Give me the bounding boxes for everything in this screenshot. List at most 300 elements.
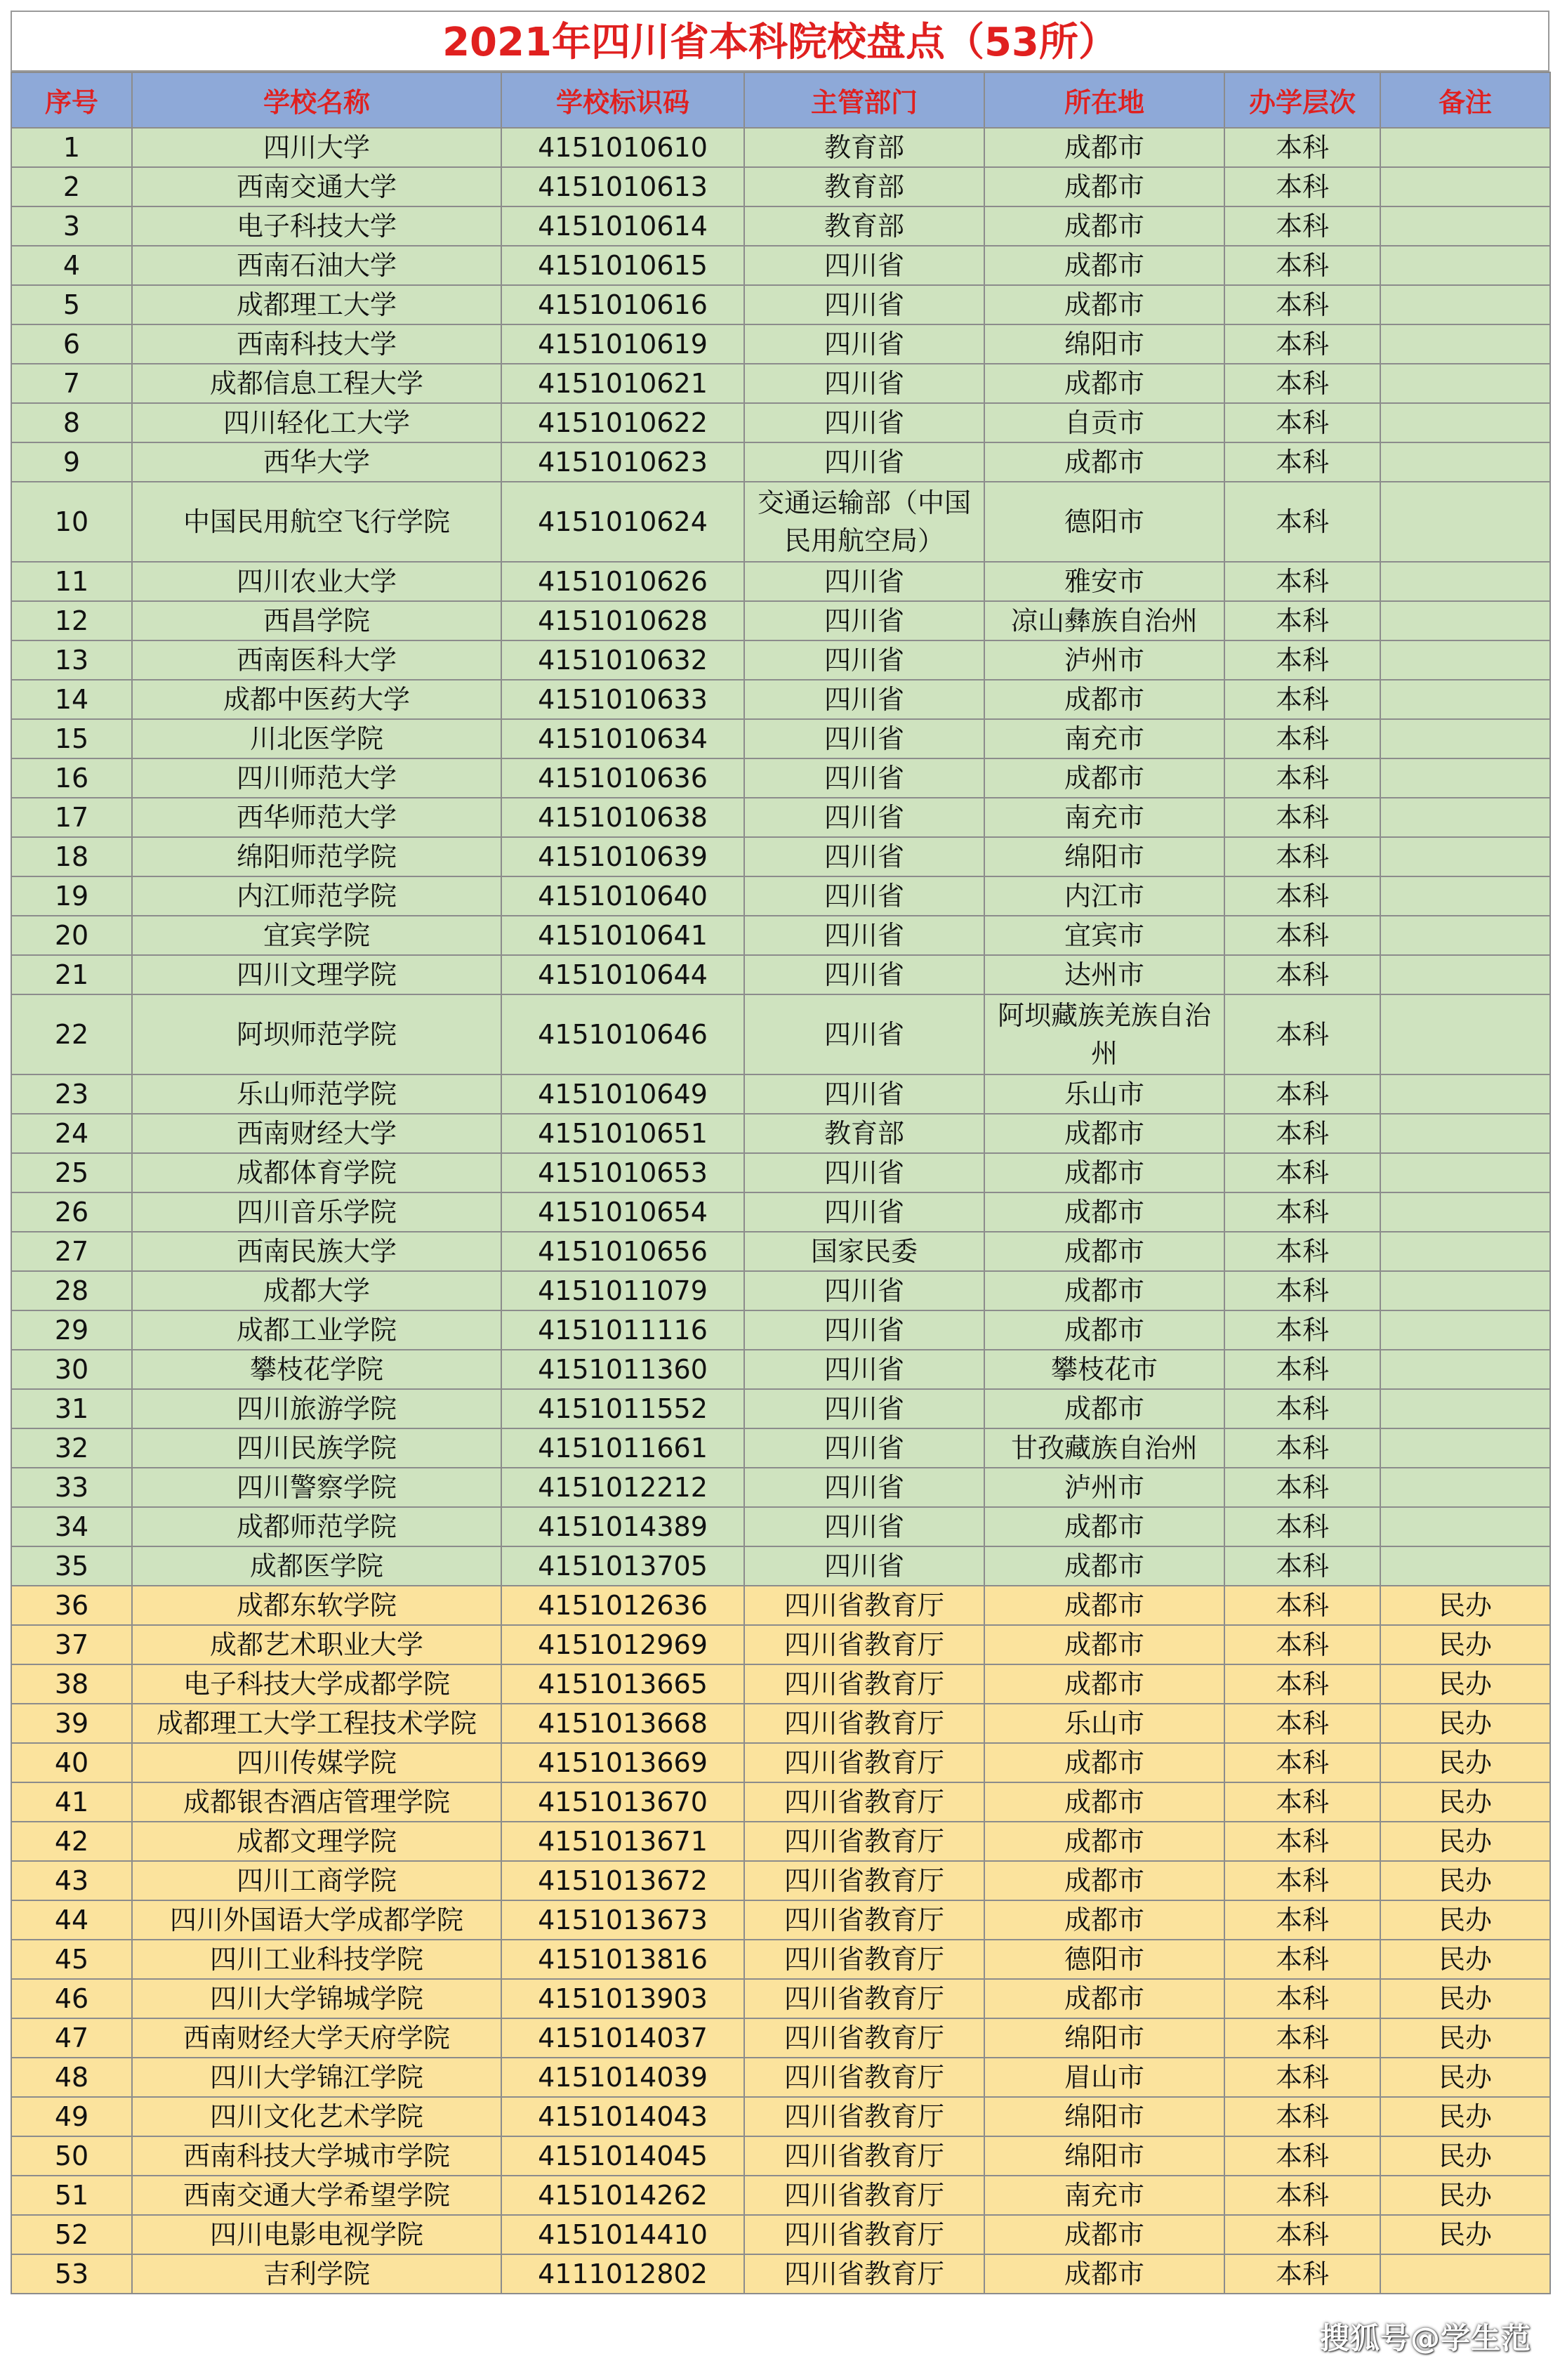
- cell-school-code[interactable]: 4151010626: [501, 562, 744, 601]
- cell-level[interactable]: 本科: [1224, 640, 1380, 680]
- cell-authority[interactable]: 四川省教育厅: [744, 2018, 984, 2058]
- cell-index[interactable]: 17: [11, 798, 132, 837]
- cell-authority[interactable]: 四川省教育厅: [744, 1822, 984, 1861]
- cell-index[interactable]: 16: [11, 758, 132, 798]
- cell-authority[interactable]: 教育部: [744, 128, 984, 167]
- cell-notes[interactable]: [1380, 167, 1550, 206]
- cell-notes[interactable]: 民办: [1380, 1625, 1550, 1664]
- cell-school-name[interactable]: 成都工业学院: [132, 1310, 501, 1350]
- cell-notes[interactable]: [1380, 994, 1550, 1074]
- cell-notes[interactable]: [1380, 1546, 1550, 1586]
- cell-location[interactable]: 攀枝花市: [984, 1350, 1224, 1389]
- cell-level[interactable]: 本科: [1224, 955, 1380, 994]
- cell-index[interactable]: 46: [11, 1979, 132, 2018]
- cell-notes[interactable]: [1380, 601, 1550, 640]
- cell-notes[interactable]: [1380, 1468, 1550, 1507]
- cell-index[interactable]: 22: [11, 994, 132, 1074]
- cell-authority[interactable]: 四川省: [744, 1507, 984, 1546]
- cell-school-code[interactable]: 4151010634: [501, 719, 744, 758]
- cell-index[interactable]: 6: [11, 324, 132, 364]
- cell-school-name[interactable]: 成都体育学院: [132, 1153, 501, 1192]
- cell-authority[interactable]: 四川省: [744, 1546, 984, 1586]
- cell-level[interactable]: 本科: [1224, 1114, 1380, 1153]
- cell-location[interactable]: 绵阳市: [984, 2018, 1224, 2058]
- cell-school-code[interactable]: 4151010651: [501, 1114, 744, 1153]
- cell-school-name[interactable]: 西南科技大学: [132, 324, 501, 364]
- cell-level[interactable]: 本科: [1224, 601, 1380, 640]
- cell-index[interactable]: 19: [11, 876, 132, 916]
- cell-location[interactable]: 成都市: [984, 442, 1224, 482]
- cell-school-name[interactable]: 四川文理学院: [132, 955, 501, 994]
- cell-level[interactable]: 本科: [1224, 1704, 1380, 1743]
- cell-index[interactable]: 53: [11, 2254, 132, 2294]
- cell-index[interactable]: 23: [11, 1074, 132, 1114]
- cell-level[interactable]: 本科: [1224, 1664, 1380, 1704]
- cell-notes[interactable]: 民办: [1380, 1940, 1550, 1979]
- cell-notes[interactable]: 民办: [1380, 1743, 1550, 1782]
- cell-level[interactable]: 本科: [1224, 1310, 1380, 1350]
- cell-index[interactable]: 26: [11, 1192, 132, 1232]
- cell-school-name[interactable]: 成都信息工程大学: [132, 364, 501, 403]
- cell-school-code[interactable]: 4151010610: [501, 128, 744, 167]
- cell-index[interactable]: 43: [11, 1861, 132, 1900]
- cell-level[interactable]: 本科: [1224, 1900, 1380, 1940]
- cell-location[interactable]: 成都市: [984, 1507, 1224, 1546]
- cell-location[interactable]: 成都市: [984, 285, 1224, 324]
- cell-authority[interactable]: 四川省: [744, 1271, 984, 1310]
- cell-school-code[interactable]: 4151010623: [501, 442, 744, 482]
- cell-authority[interactable]: 国家民委: [744, 1232, 984, 1271]
- cell-authority[interactable]: 四川省: [744, 1310, 984, 1350]
- cell-school-code[interactable]: 4151010638: [501, 798, 744, 837]
- cell-authority[interactable]: 四川省: [744, 1192, 984, 1232]
- cell-school-name[interactable]: 四川外国语大学成都学院: [132, 1900, 501, 1940]
- cell-level[interactable]: 本科: [1224, 1625, 1380, 1664]
- cell-school-code[interactable]: 4151011360: [501, 1350, 744, 1389]
- cell-school-code[interactable]: 4151012969: [501, 1625, 744, 1664]
- cell-notes[interactable]: [1380, 1428, 1550, 1468]
- cell-level[interactable]: 本科: [1224, 562, 1380, 601]
- cell-notes[interactable]: 民办: [1380, 1704, 1550, 1743]
- cell-school-code[interactable]: 4151010644: [501, 955, 744, 994]
- cell-authority[interactable]: 四川省: [744, 680, 984, 719]
- cell-school-name[interactable]: 四川师范大学: [132, 758, 501, 798]
- cell-location[interactable]: 成都市: [984, 128, 1224, 167]
- cell-school-code[interactable]: 4151011552: [501, 1389, 744, 1428]
- cell-school-name[interactable]: 四川文化艺术学院: [132, 2097, 501, 2136]
- cell-level[interactable]: 本科: [1224, 206, 1380, 246]
- cell-notes[interactable]: [1380, 246, 1550, 285]
- cell-level[interactable]: 本科: [1224, 482, 1380, 562]
- header-school-name[interactable]: 学校名称: [132, 72, 501, 128]
- cell-notes[interactable]: [1380, 1074, 1550, 1114]
- cell-index[interactable]: 49: [11, 2097, 132, 2136]
- cell-school-name[interactable]: 内江师范学院: [132, 876, 501, 916]
- cell-school-code[interactable]: 4151010653: [501, 1153, 744, 1192]
- cell-location[interactable]: 阿坝藏族羌族自治州: [984, 994, 1224, 1074]
- cell-notes[interactable]: [1380, 680, 1550, 719]
- cell-school-name[interactable]: 西南科技大学城市学院: [132, 2136, 501, 2176]
- cell-school-name[interactable]: 四川农业大学: [132, 562, 501, 601]
- cell-index[interactable]: 33: [11, 1468, 132, 1507]
- cell-authority[interactable]: 四川省: [744, 837, 984, 876]
- cell-level[interactable]: 本科: [1224, 2018, 1380, 2058]
- cell-authority[interactable]: 四川省: [744, 403, 984, 442]
- cell-level[interactable]: 本科: [1224, 324, 1380, 364]
- cell-school-name[interactable]: 西华大学: [132, 442, 501, 482]
- cell-notes[interactable]: [1380, 1389, 1550, 1428]
- cell-level[interactable]: 本科: [1224, 1782, 1380, 1822]
- cell-index[interactable]: 7: [11, 364, 132, 403]
- cell-authority[interactable]: 四川省: [744, 1350, 984, 1389]
- cell-index[interactable]: 28: [11, 1271, 132, 1310]
- cell-index[interactable]: 10: [11, 482, 132, 562]
- cell-location[interactable]: 绵阳市: [984, 324, 1224, 364]
- cell-location[interactable]: 德阳市: [984, 1940, 1224, 1979]
- cell-school-code[interactable]: 4151010622: [501, 403, 744, 442]
- cell-school-name[interactable]: 乐山师范学院: [132, 1074, 501, 1114]
- header-index[interactable]: 序号: [11, 72, 132, 128]
- cell-authority[interactable]: 四川省: [744, 916, 984, 955]
- cell-notes[interactable]: [1380, 285, 1550, 324]
- cell-authority[interactable]: 四川省: [744, 364, 984, 403]
- cell-index[interactable]: 13: [11, 640, 132, 680]
- cell-level[interactable]: 本科: [1224, 246, 1380, 285]
- cell-location[interactable]: 南充市: [984, 719, 1224, 758]
- cell-notes[interactable]: [1380, 837, 1550, 876]
- cell-authority[interactable]: 四川省教育厅: [744, 2215, 984, 2254]
- cell-index[interactable]: 47: [11, 2018, 132, 2058]
- cell-authority[interactable]: 四川省: [744, 798, 984, 837]
- cell-index[interactable]: 20: [11, 916, 132, 955]
- cell-school-code[interactable]: 4151013669: [501, 1743, 744, 1782]
- cell-location[interactable]: 成都市: [984, 1900, 1224, 1940]
- cell-location[interactable]: 眉山市: [984, 2058, 1224, 2097]
- cell-school-name[interactable]: 阿坝师范学院: [132, 994, 501, 1074]
- cell-school-name[interactable]: 成都中医药大学: [132, 680, 501, 719]
- cell-level[interactable]: 本科: [1224, 837, 1380, 876]
- cell-school-code[interactable]: 4151012212: [501, 1468, 744, 1507]
- cell-index[interactable]: 8: [11, 403, 132, 442]
- cell-location[interactable]: 成都市: [984, 1664, 1224, 1704]
- cell-authority[interactable]: 四川省教育厅: [744, 1625, 984, 1664]
- cell-index[interactable]: 37: [11, 1625, 132, 1664]
- cell-school-name[interactable]: 四川大学: [132, 128, 501, 167]
- cell-school-name[interactable]: 成都文理学院: [132, 1822, 501, 1861]
- cell-school-name[interactable]: 四川电影电视学院: [132, 2215, 501, 2254]
- cell-notes[interactable]: [1380, 1350, 1550, 1389]
- cell-index[interactable]: 48: [11, 2058, 132, 2097]
- cell-location[interactable]: 南充市: [984, 798, 1224, 837]
- cell-school-name[interactable]: 中国民用航空飞行学院: [132, 482, 501, 562]
- cell-location[interactable]: 成都市: [984, 758, 1224, 798]
- cell-school-code[interactable]: 4151014389: [501, 1507, 744, 1546]
- cell-authority[interactable]: 四川省: [744, 562, 984, 601]
- cell-school-name[interactable]: 川北医学院: [132, 719, 501, 758]
- cell-authority[interactable]: 交通运输部（中国民用航空局）: [744, 482, 984, 562]
- cell-level[interactable]: 本科: [1224, 1350, 1380, 1389]
- cell-school-name[interactable]: 吉利学院: [132, 2254, 501, 2294]
- cell-location[interactable]: 泸州市: [984, 640, 1224, 680]
- cell-level[interactable]: 本科: [1224, 798, 1380, 837]
- cell-authority[interactable]: 四川省教育厅: [744, 2136, 984, 2176]
- cell-notes[interactable]: [1380, 2254, 1550, 2294]
- cell-authority[interactable]: 教育部: [744, 1114, 984, 1153]
- cell-level[interactable]: 本科: [1224, 1546, 1380, 1586]
- cell-location[interactable]: 成都市: [984, 1232, 1224, 1271]
- cell-location[interactable]: 泸州市: [984, 1468, 1224, 1507]
- cell-location[interactable]: 成都市: [984, 1192, 1224, 1232]
- cell-notes[interactable]: 民办: [1380, 1782, 1550, 1822]
- cell-level[interactable]: 本科: [1224, 442, 1380, 482]
- cell-index[interactable]: 9: [11, 442, 132, 482]
- cell-school-name[interactable]: 西南医科大学: [132, 640, 501, 680]
- cell-school-name[interactable]: 西南石油大学: [132, 246, 501, 285]
- cell-school-name[interactable]: 宜宾学院: [132, 916, 501, 955]
- cell-level[interactable]: 本科: [1224, 2176, 1380, 2215]
- cell-notes[interactable]: [1380, 403, 1550, 442]
- cell-level[interactable]: 本科: [1224, 1271, 1380, 1310]
- cell-location[interactable]: 成都市: [984, 1586, 1224, 1625]
- cell-school-code[interactable]: 4151010646: [501, 994, 744, 1074]
- cell-index[interactable]: 31: [11, 1389, 132, 1428]
- cell-notes[interactable]: [1380, 442, 1550, 482]
- cell-school-name[interactable]: 西南财经大学: [132, 1114, 501, 1153]
- cell-location[interactable]: 绵阳市: [984, 837, 1224, 876]
- cell-school-name[interactable]: 成都理工大学: [132, 285, 501, 324]
- cell-school-code[interactable]: 4151014045: [501, 2136, 744, 2176]
- cell-location[interactable]: 绵阳市: [984, 2097, 1224, 2136]
- cell-school-code[interactable]: 4151011079: [501, 1271, 744, 1310]
- cell-authority[interactable]: 四川省: [744, 955, 984, 994]
- header-authority[interactable]: 主管部门: [744, 72, 984, 128]
- cell-school-code[interactable]: 4151013668: [501, 1704, 744, 1743]
- cell-level[interactable]: 本科: [1224, 1428, 1380, 1468]
- cell-authority[interactable]: 四川省教育厅: [744, 1861, 984, 1900]
- cell-authority[interactable]: 四川省教育厅: [744, 2058, 984, 2097]
- cell-notes[interactable]: 民办: [1380, 1979, 1550, 2018]
- cell-location[interactable]: 达州市: [984, 955, 1224, 994]
- cell-location[interactable]: 南充市: [984, 2176, 1224, 2215]
- cell-location[interactable]: 绵阳市: [984, 2136, 1224, 2176]
- cell-level[interactable]: 本科: [1224, 758, 1380, 798]
- cell-school-code[interactable]: 4151014410: [501, 2215, 744, 2254]
- cell-level[interactable]: 本科: [1224, 167, 1380, 206]
- cell-level[interactable]: 本科: [1224, 1468, 1380, 1507]
- cell-notes[interactable]: 民办: [1380, 1861, 1550, 1900]
- cell-level[interactable]: 本科: [1224, 285, 1380, 324]
- cell-school-code[interactable]: 4151010633: [501, 680, 744, 719]
- cell-notes[interactable]: [1380, 719, 1550, 758]
- cell-school-code[interactable]: 4151010641: [501, 916, 744, 955]
- cell-notes[interactable]: [1380, 758, 1550, 798]
- cell-authority[interactable]: 四川省: [744, 640, 984, 680]
- cell-level[interactable]: 本科: [1224, 1940, 1380, 1979]
- cell-school-code[interactable]: 4111012802: [501, 2254, 744, 2294]
- cell-authority[interactable]: 四川省: [744, 876, 984, 916]
- cell-authority[interactable]: 四川省: [744, 601, 984, 640]
- cell-level[interactable]: 本科: [1224, 2136, 1380, 2176]
- cell-authority[interactable]: 四川省教育厅: [744, 1586, 984, 1625]
- cell-location[interactable]: 甘孜藏族自治州: [984, 1428, 1224, 1468]
- cell-location[interactable]: 成都市: [984, 1271, 1224, 1310]
- cell-notes[interactable]: [1380, 1310, 1550, 1350]
- cell-school-name[interactable]: 西昌学院: [132, 601, 501, 640]
- cell-index[interactable]: 40: [11, 1743, 132, 1782]
- cell-school-name[interactable]: 四川民族学院: [132, 1428, 501, 1468]
- cell-notes[interactable]: [1380, 955, 1550, 994]
- cell-location[interactable]: 成都市: [984, 680, 1224, 719]
- cell-index[interactable]: 35: [11, 1546, 132, 1586]
- cell-school-name[interactable]: 电子科技大学: [132, 206, 501, 246]
- cell-school-code[interactable]: 4151013671: [501, 1822, 744, 1861]
- cell-level[interactable]: 本科: [1224, 2058, 1380, 2097]
- cell-location[interactable]: 成都市: [984, 1153, 1224, 1192]
- cell-school-code[interactable]: 4151013903: [501, 1979, 744, 2018]
- cell-notes[interactable]: 民办: [1380, 2136, 1550, 2176]
- cell-location[interactable]: 成都市: [984, 2254, 1224, 2294]
- cell-school-name[interactable]: 西南交通大学希望学院: [132, 2176, 501, 2215]
- cell-school-name[interactable]: 成都师范学院: [132, 1507, 501, 1546]
- cell-authority[interactable]: 四川省教育厅: [744, 2097, 984, 2136]
- cell-authority[interactable]: 四川省: [744, 994, 984, 1074]
- cell-notes[interactable]: [1380, 324, 1550, 364]
- cell-school-code[interactable]: 4151010632: [501, 640, 744, 680]
- cell-notes[interactable]: [1380, 364, 1550, 403]
- cell-location[interactable]: 成都市: [984, 1310, 1224, 1350]
- cell-school-code[interactable]: 4151012636: [501, 1586, 744, 1625]
- cell-location[interactable]: 自贡市: [984, 403, 1224, 442]
- cell-level[interactable]: 本科: [1224, 403, 1380, 442]
- cell-notes[interactable]: [1380, 1232, 1550, 1271]
- cell-index[interactable]: 24: [11, 1114, 132, 1153]
- cell-school-code[interactable]: 4151010628: [501, 601, 744, 640]
- cell-school-code[interactable]: 4151014037: [501, 2018, 744, 2058]
- cell-notes[interactable]: [1380, 1114, 1550, 1153]
- cell-notes[interactable]: 民办: [1380, 1586, 1550, 1625]
- cell-location[interactable]: 雅安市: [984, 562, 1224, 601]
- cell-school-code[interactable]: 4151014262: [501, 2176, 744, 2215]
- cell-authority[interactable]: 四川省: [744, 1468, 984, 1507]
- cell-school-name[interactable]: 成都大学: [132, 1271, 501, 1310]
- cell-school-name[interactable]: 四川传媒学院: [132, 1743, 501, 1782]
- cell-location[interactable]: 乐山市: [984, 1704, 1224, 1743]
- cell-school-code[interactable]: 4151010639: [501, 837, 744, 876]
- cell-index[interactable]: 50: [11, 2136, 132, 2176]
- cell-authority[interactable]: 四川省教育厅: [744, 1979, 984, 2018]
- cell-notes[interactable]: 民办: [1380, 2097, 1550, 2136]
- cell-location[interactable]: 成都市: [984, 364, 1224, 403]
- cell-authority[interactable]: 四川省: [744, 758, 984, 798]
- cell-location[interactable]: 成都市: [984, 1114, 1224, 1153]
- cell-level[interactable]: 本科: [1224, 2097, 1380, 2136]
- cell-index[interactable]: 51: [11, 2176, 132, 2215]
- cell-school-name[interactable]: 成都银杏酒店管理学院: [132, 1782, 501, 1822]
- cell-index[interactable]: 45: [11, 1940, 132, 1979]
- cell-school-code[interactable]: 4151011661: [501, 1428, 744, 1468]
- cell-index[interactable]: 36: [11, 1586, 132, 1625]
- cell-notes[interactable]: [1380, 1507, 1550, 1546]
- cell-location[interactable]: 成都市: [984, 167, 1224, 206]
- cell-level[interactable]: 本科: [1224, 680, 1380, 719]
- header-location[interactable]: 所在地: [984, 72, 1224, 128]
- cell-level[interactable]: 本科: [1224, 876, 1380, 916]
- cell-index[interactable]: 34: [11, 1507, 132, 1546]
- cell-level[interactable]: 本科: [1224, 1586, 1380, 1625]
- cell-school-name[interactable]: 四川大学锦城学院: [132, 1979, 501, 2018]
- cell-location[interactable]: 乐山市: [984, 1074, 1224, 1114]
- cell-school-name[interactable]: 成都医学院: [132, 1546, 501, 1586]
- cell-level[interactable]: 本科: [1224, 1743, 1380, 1782]
- cell-notes[interactable]: 民办: [1380, 2176, 1550, 2215]
- cell-index[interactable]: 27: [11, 1232, 132, 1271]
- cell-location[interactable]: 成都市: [984, 1389, 1224, 1428]
- cell-index[interactable]: 3: [11, 206, 132, 246]
- cell-level[interactable]: 本科: [1224, 1822, 1380, 1861]
- cell-notes[interactable]: 民办: [1380, 1664, 1550, 1704]
- cell-index[interactable]: 39: [11, 1704, 132, 1743]
- cell-location[interactable]: 成都市: [984, 1743, 1224, 1782]
- cell-school-code[interactable]: 4151014039: [501, 2058, 744, 2097]
- cell-index[interactable]: 44: [11, 1900, 132, 1940]
- cell-school-name[interactable]: 电子科技大学成都学院: [132, 1664, 501, 1704]
- cell-index[interactable]: 5: [11, 285, 132, 324]
- cell-notes[interactable]: 民办: [1380, 1822, 1550, 1861]
- cell-school-name[interactable]: 四川警察学院: [132, 1468, 501, 1507]
- cell-index[interactable]: 32: [11, 1428, 132, 1468]
- cell-notes[interactable]: [1380, 876, 1550, 916]
- cell-location[interactable]: 成都市: [984, 1979, 1224, 2018]
- cell-index[interactable]: 15: [11, 719, 132, 758]
- cell-level[interactable]: 本科: [1224, 128, 1380, 167]
- cell-school-name[interactable]: 成都艺术职业大学: [132, 1625, 501, 1664]
- cell-index[interactable]: 18: [11, 837, 132, 876]
- cell-notes[interactable]: [1380, 1192, 1550, 1232]
- cell-index[interactable]: 52: [11, 2215, 132, 2254]
- cell-index[interactable]: 1: [11, 128, 132, 167]
- cell-school-name[interactable]: 成都理工大学工程技术学院: [132, 1704, 501, 1743]
- cell-school-code[interactable]: 4151013673: [501, 1900, 744, 1940]
- cell-authority[interactable]: 教育部: [744, 167, 984, 206]
- cell-level[interactable]: 本科: [1224, 719, 1380, 758]
- cell-notes[interactable]: [1380, 1271, 1550, 1310]
- cell-location[interactable]: 成都市: [984, 206, 1224, 246]
- cell-school-code[interactable]: 4151010619: [501, 324, 744, 364]
- cell-notes[interactable]: 民办: [1380, 2215, 1550, 2254]
- cell-authority[interactable]: 四川省: [744, 719, 984, 758]
- cell-school-code[interactable]: 4151010640: [501, 876, 744, 916]
- cell-notes[interactable]: 民办: [1380, 2018, 1550, 2058]
- cell-notes[interactable]: [1380, 206, 1550, 246]
- cell-location[interactable]: 成都市: [984, 246, 1224, 285]
- cell-school-name[interactable]: 四川音乐学院: [132, 1192, 501, 1232]
- cell-school-name[interactable]: 四川大学锦江学院: [132, 2058, 501, 2097]
- cell-index[interactable]: 12: [11, 601, 132, 640]
- cell-authority[interactable]: 四川省教育厅: [744, 2176, 984, 2215]
- cell-level[interactable]: 本科: [1224, 364, 1380, 403]
- cell-location[interactable]: 德阳市: [984, 482, 1224, 562]
- cell-school-name[interactable]: 西华师范大学: [132, 798, 501, 837]
- cell-school-name[interactable]: 四川工商学院: [132, 1861, 501, 1900]
- cell-authority[interactable]: 四川省教育厅: [744, 1940, 984, 1979]
- cell-school-code[interactable]: 4151011116: [501, 1310, 744, 1350]
- cell-authority[interactable]: 四川省教育厅: [744, 1704, 984, 1743]
- cell-level[interactable]: 本科: [1224, 2215, 1380, 2254]
- cell-authority[interactable]: 四川省教育厅: [744, 1782, 984, 1822]
- cell-index[interactable]: 41: [11, 1782, 132, 1822]
- cell-school-code[interactable]: 4151013672: [501, 1861, 744, 1900]
- cell-level[interactable]: 本科: [1224, 1074, 1380, 1114]
